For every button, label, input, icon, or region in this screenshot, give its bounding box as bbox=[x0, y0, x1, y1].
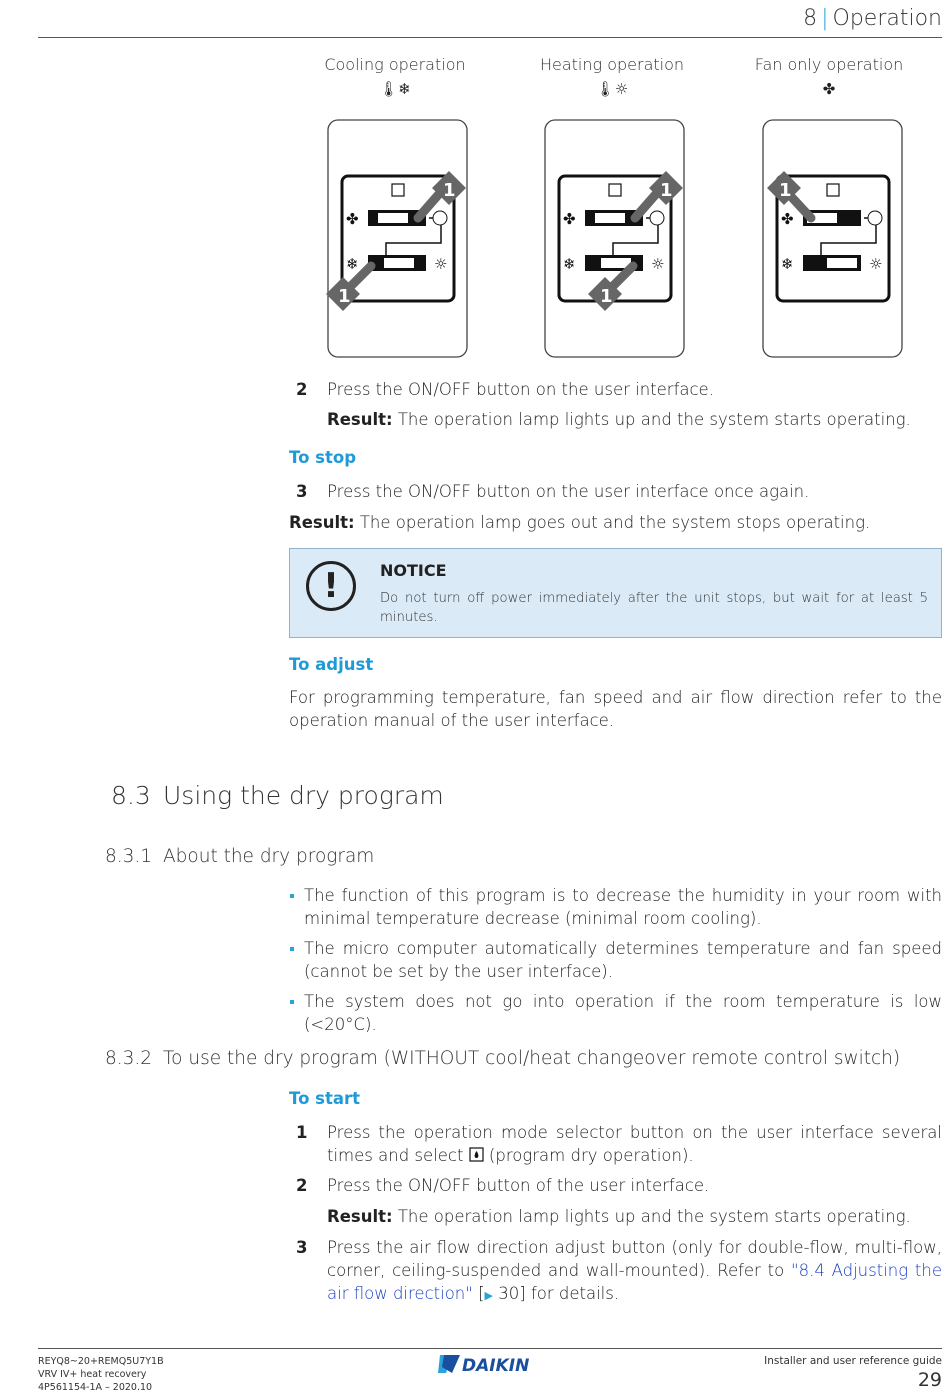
step-number: 2 bbox=[296, 380, 308, 399]
step-number: 1 bbox=[296, 1123, 308, 1142]
subsection-heading-2 bbox=[105, 1048, 900, 1069]
result-1 bbox=[327, 408, 911, 431]
thermometer-icon: 🌡 bbox=[595, 80, 615, 98]
panel-title: Fan only operation bbox=[754, 55, 904, 74]
panel-cooling bbox=[300, 55, 490, 100]
panel-title: Cooling operation bbox=[324, 55, 466, 74]
chapter-number: 8 bbox=[803, 6, 818, 31]
panel-icons bbox=[517, 80, 707, 100]
to-stop-heading: To stop bbox=[289, 448, 356, 467]
section-link[interactable]: "8.4 Adjusting the air flow direction" bbox=[327, 1261, 942, 1303]
chapter-heading: 8 | Operation bbox=[803, 6, 942, 31]
svg-text:☼: ☼ bbox=[434, 255, 448, 273]
panel-title: Heating operation bbox=[539, 55, 685, 74]
dry-step-1 bbox=[290, 1121, 942, 1167]
panel-fan bbox=[734, 55, 924, 100]
switch-panel-fan bbox=[761, 118, 906, 360]
chapter-title: Operation bbox=[832, 6, 942, 31]
page-arrow-icon: ▶ bbox=[484, 1289, 494, 1302]
svg-text:❄: ❄ bbox=[781, 255, 794, 273]
step-text: Press the air flow direction adjust button (only for double-flow, multi-flow, corner, ceiling-suspended and wall-mounted). Refer to "8.4 Adjusting the air flow direction" [▶ 30] for details. bbox=[327, 1238, 942, 1303]
svg-text:✤: ✤ bbox=[781, 210, 794, 228]
daikin-logo bbox=[438, 1353, 542, 1375]
exclamation-icon: ! bbox=[306, 561, 356, 611]
subsection-title: To use the dry program (WITHOUT cool/heat changeover remote control switch) bbox=[163, 1048, 901, 1069]
step-number: 3 bbox=[296, 482, 308, 501]
result-label: Result: bbox=[289, 513, 355, 532]
page-number: 29 bbox=[917, 1369, 942, 1391]
to-adjust-heading: To adjust bbox=[289, 655, 374, 674]
step-number: 2 bbox=[296, 1176, 308, 1195]
callout-number: 1 bbox=[600, 286, 613, 307]
snowflake-icon: ❄ bbox=[398, 80, 411, 98]
svg-text:✤: ✤ bbox=[346, 210, 359, 228]
result-label: Result: bbox=[327, 410, 393, 429]
callout-number: 1 bbox=[338, 286, 351, 307]
footer-product: VRV IV+ heat recovery bbox=[38, 1369, 147, 1380]
bullet-list bbox=[289, 884, 942, 1043]
page-reference[interactable]: 30 bbox=[498, 1284, 520, 1303]
svg-text:✤: ✤ bbox=[563, 210, 576, 228]
footer-doc-number: 4P561154-1A – 2020.10 bbox=[38, 1382, 153, 1393]
list-item: The system does not go into operation if the room temperature is low (<20°C). bbox=[289, 990, 942, 1036]
svg-text:❄: ❄ bbox=[563, 255, 576, 273]
notice-title: NOTICE bbox=[380, 561, 447, 580]
step-text: Press the ON/OFF button on the user interface. bbox=[327, 380, 714, 399]
section-number: 8.3 bbox=[111, 781, 151, 810]
step-text: Press the ON/OFF button on the user interface once again. bbox=[327, 482, 810, 501]
list-item: The micro computer automatically determines temperature and fan speed (cannot be set by the user interface). bbox=[289, 937, 942, 983]
svg-text:☼: ☼ bbox=[869, 255, 883, 273]
subsection-heading-1 bbox=[105, 846, 374, 867]
subsection-number: 8.3.1 bbox=[105, 846, 153, 867]
step-2 bbox=[290, 378, 942, 401]
callout-number: 1 bbox=[660, 180, 673, 201]
switch-panel-cooling bbox=[326, 118, 471, 360]
section-heading bbox=[111, 781, 444, 810]
panel-heating bbox=[517, 55, 707, 100]
brand-name: DAIKIN bbox=[462, 1356, 530, 1375]
dry-step-3 bbox=[290, 1236, 942, 1307]
result-2 bbox=[289, 511, 870, 534]
svg-text:❄: ❄ bbox=[346, 255, 359, 273]
list-item: The function of this program is to decrease the humidity in your room with minimal temperature decrease (minimal room cooling). bbox=[289, 884, 942, 930]
result-text: The operation lamp lights up and the system starts operating. bbox=[392, 1207, 911, 1226]
page-header bbox=[38, 0, 942, 38]
thermometer-icon: 🌡 bbox=[379, 80, 399, 98]
notice-text: Do not turn off power immediately after the unit stops, but wait for at least 5 minutes. bbox=[380, 591, 928, 625]
page-footer bbox=[38, 1348, 942, 1394]
callout-number: 1 bbox=[443, 180, 456, 201]
notice-box bbox=[289, 548, 942, 638]
section-title: Using the dry program bbox=[163, 781, 444, 810]
adjust-paragraph: For programming temperature, fan speed and air flow direction refer to the operation manual of the user interface. bbox=[289, 688, 942, 730]
dry-step-2 bbox=[290, 1174, 942, 1197]
footer-guide-title: Installer and user reference guide bbox=[764, 1355, 942, 1367]
result-label: Result: bbox=[327, 1207, 393, 1226]
callout-number: 1 bbox=[779, 180, 792, 201]
result-text: The operation lamp lights up and the system starts operating. bbox=[392, 410, 911, 429]
panel-icons bbox=[300, 80, 490, 100]
svg-text:☼: ☼ bbox=[651, 255, 665, 273]
fan-icon: ✤ bbox=[822, 80, 836, 98]
result-text: The operation lamp goes out and the system stops operating. bbox=[354, 513, 871, 532]
footer-left bbox=[38, 1355, 164, 1394]
step-text: Press the ON/OFF button of the user interface. bbox=[327, 1176, 710, 1195]
footer-model: REYQ8~20+REMQ5U7Y1B bbox=[38, 1356, 164, 1367]
switch-panel-heating bbox=[543, 118, 688, 360]
step-text: Press the operation mode selector button on the user interface several times and select (program dry operation). bbox=[327, 1123, 942, 1165]
to-start-heading: To start bbox=[289, 1089, 361, 1108]
dry-mode-icon bbox=[469, 1147, 484, 1162]
panel-icons bbox=[734, 80, 924, 100]
step-3 bbox=[290, 480, 942, 503]
subsection-number: 8.3.2 bbox=[105, 1048, 153, 1069]
result-3 bbox=[327, 1205, 911, 1228]
step-number: 3 bbox=[296, 1238, 308, 1257]
sun-icon: ☼ bbox=[614, 80, 629, 98]
subsection-title: About the dry program bbox=[163, 846, 375, 867]
